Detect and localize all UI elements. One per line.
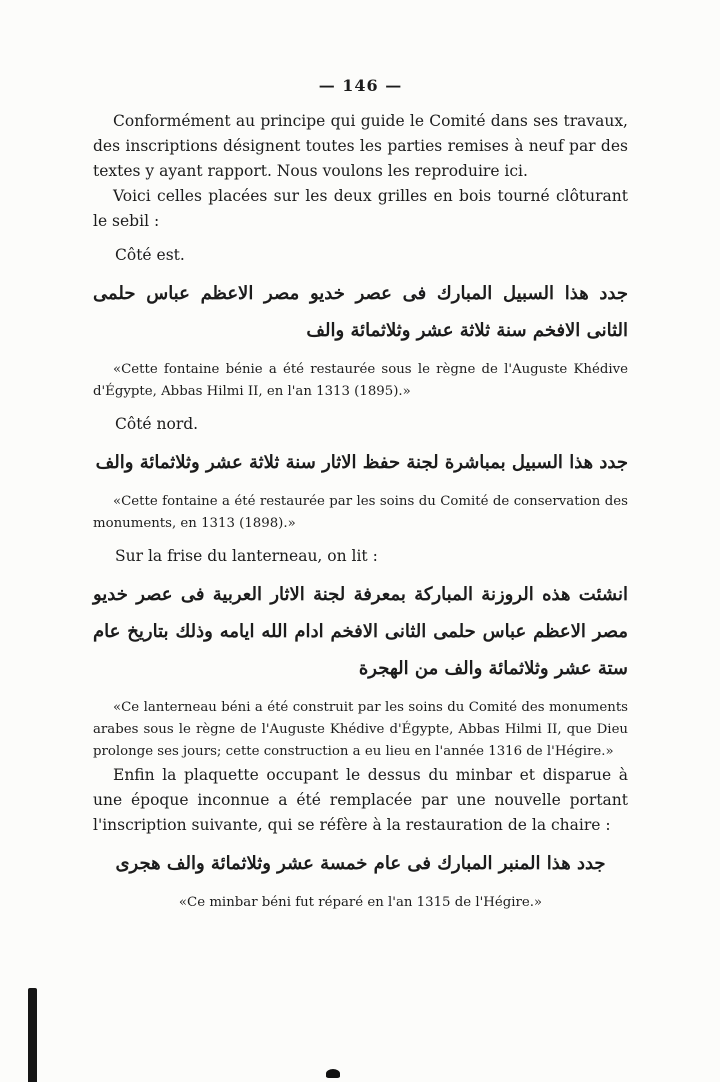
paragraph-grilles: Voici celles placées sur les deux grilles en bois tourné clôturant le sebil : xyxy=(93,187,628,230)
paragraph-minbar: Enfin la plaquette occupant le dessus du minbar et disparue à une époque inconnue a été remplacée par une nouvelle portant l'inscription suivante, qui se réfère à la restauration de la chaire : xyxy=(93,766,628,834)
scan-artifact-bottom-spot xyxy=(326,1069,340,1078)
heading-cote-nord: Côté nord. xyxy=(115,415,199,433)
arabic-inscription-north: جدد هذا السبيل بمباشرة لجنة حفظ الاثار سنة ثلاثة عشر وثلاثمائة والف xyxy=(95,452,628,473)
scan-artifact-left-bar xyxy=(28,988,37,1082)
arabic-inscription-lanterneau: انشئت هذه الروزنة المباركة بمعرفة لجنة الاثار العربية فى عصر خديو مصر الاعظم عباس حلمى الثانى الافخم ادام الله ايامه وذلك بتاريخ عام ستة عشر وثلاثمائة والف من الهجرة xyxy=(93,584,628,679)
french-translation-east: «Cette fontaine bénie a été restaurée sous le règne de l'Auguste Khédive d'Égypte, Abbas Hilmi II, en l'an 1313 (1895).» xyxy=(93,362,628,399)
french-translation-lanterneau: «Ce lanterneau béni a été construit par les soins du Comité des monuments arabes sous le règne de l'Auguste Khédive d'Égypte, Abbas Hilmi II, que Dieu prolonge ses jours; cette construction a eu lieu en l'année 1316 de l'Hégire.» xyxy=(93,700,628,759)
paragraph-intro: Conformément au principe qui guide le Comité dans ses travaux, des inscriptions désignent toutes les parties remises à neuf par des textes y ayant rapport. Nous voulons les reproduire ici. xyxy=(93,112,628,180)
arabic-inscription-minbar: جدد هذا المنبر المبارك فى عام خمسة عشر وثلاثمائة والف هجرى xyxy=(115,853,606,874)
heading-frise-lanterneau: Sur la frise du lanterneau, on lit : xyxy=(115,547,378,565)
french-translation-minbar: «Ce minbar béni fut réparé en l'an 1315 de l'Hégire.» xyxy=(178,895,543,910)
page-number: — 146 — xyxy=(318,76,403,95)
arabic-inscription-east: جدد هذا السبيل المبارك فى عصر خديو مصر الاعظم عباس حلمى الثانى الافخم سنة ثلاثة عشر وثلاثمائة والف xyxy=(93,283,628,341)
heading-cote-est: Côté est. xyxy=(115,246,185,264)
french-translation-north: «Cette fontaine a été restaurée par les soins du Comité de conservation des monuments, en 1313 (1898).» xyxy=(93,494,628,531)
